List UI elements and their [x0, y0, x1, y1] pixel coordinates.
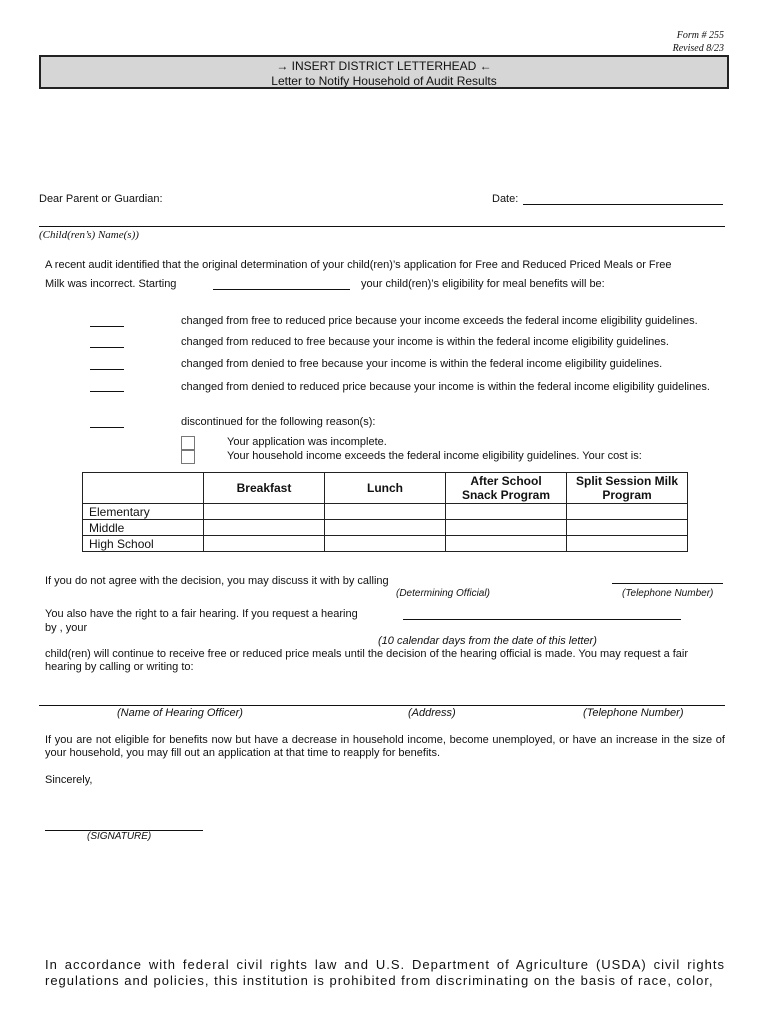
- salutation: Dear Parent or Guardian:: [39, 193, 163, 205]
- cost-table: [82, 472, 688, 552]
- disagree-text: If you do not agree with the decision, you may discuss it with by calling: [45, 575, 389, 587]
- table-row: [83, 520, 688, 536]
- reason-checkbox[interactable]: [181, 450, 195, 464]
- option-blank[interactable]: [90, 359, 124, 370]
- table-header-cell: Split Session Milk Program: [567, 473, 688, 504]
- address-label: (Address): [408, 707, 456, 719]
- hearing-officer-label: (Name of Hearing Officer): [117, 707, 243, 719]
- option-blank[interactable]: [90, 381, 124, 392]
- telephone-label-1: (Telephone Number): [622, 588, 714, 599]
- cost-cell[interactable]: [446, 520, 567, 536]
- date-label: Date:: [492, 193, 519, 205]
- signature-line[interactable]: [45, 819, 203, 831]
- telephone-label-2: (Telephone Number): [583, 707, 684, 719]
- cost-cell[interactable]: [446, 536, 567, 552]
- option-row: [90, 416, 730, 428]
- row-label: Middle: [83, 520, 204, 536]
- ten-days-label: (10 calendar days from the date of this letter): [378, 635, 597, 647]
- cost-cell[interactable]: [325, 520, 446, 536]
- table-header-cell: After School Snack Program: [446, 473, 567, 504]
- signature-label: (SIGNATURE): [87, 831, 152, 842]
- cost-cell[interactable]: [567, 504, 688, 520]
- start-date-field[interactable]: [213, 278, 350, 290]
- form-number: Form # 255: [676, 30, 724, 41]
- option-row: [90, 336, 730, 348]
- cost-table-header: [83, 473, 688, 504]
- option-blank[interactable]: [90, 417, 124, 428]
- option-row: [90, 315, 730, 327]
- form-number-block: [673, 29, 724, 55]
- option-blank[interactable]: [90, 337, 124, 348]
- reason-checkbox[interactable]: [181, 436, 195, 450]
- children-names-field[interactable]: [39, 215, 725, 227]
- intro-line-2b: your child(ren)’s eligibility for meal benefits will be:: [361, 278, 605, 290]
- intro-line-1: A recent audit identified that the original determination of your child(ren)’s application for Free and Reduced Priced Meals or Free: [45, 259, 672, 271]
- cost-cell[interactable]: [325, 536, 446, 552]
- option-row: [90, 358, 730, 370]
- date-field[interactable]: [523, 193, 723, 205]
- row-label: High School: [83, 536, 204, 552]
- option-text: changed from reduced to free because your income is within the federal income eligibility guidelines.: [181, 336, 669, 348]
- table-header-cell: [83, 473, 204, 504]
- closing: Sincerely,: [45, 774, 93, 786]
- revised-date: Revised 8/23: [672, 43, 724, 54]
- option-text: discontinued for the following reason(s):: [181, 416, 376, 428]
- hearing-text-c: child(ren) will continue to receive free or reduced price meals until the decision of the hearing official is made. You may request a fair hearing by calling or writing to:: [45, 648, 689, 673]
- not-eligible-text: If you are not eligible for benefits now but have a decrease in household income, become unemployed, or have an increase in the size of your household, you may fill out an application at that time to reapply for benefits.: [45, 734, 725, 759]
- reason-text: Your application was incomplete.: [227, 436, 387, 448]
- hearing-date-field[interactable]: [403, 608, 681, 620]
- cost-cell[interactable]: [446, 504, 567, 520]
- option-text: changed from denied to reduced price because your income is within the federal income eligibility guidelines.: [181, 381, 710, 393]
- table-row: [83, 536, 688, 552]
- cost-cell[interactable]: [567, 536, 688, 552]
- table-header-cell: Breakfast: [204, 473, 325, 504]
- table-row: [83, 504, 688, 520]
- option-row: [90, 380, 730, 392]
- telephone-field-1[interactable]: [612, 573, 723, 584]
- letterhead-banner: [39, 55, 729, 89]
- cost-cell[interactable]: [567, 520, 688, 536]
- cost-cell[interactable]: [204, 504, 325, 520]
- cost-cell[interactable]: [325, 504, 446, 520]
- cost-cell[interactable]: [204, 536, 325, 552]
- determining-official-label: (Determining Official): [396, 588, 490, 599]
- hearing-officer-field[interactable]: [39, 694, 725, 706]
- hearing-text-b: by , your: [45, 622, 88, 634]
- reason-row: [181, 450, 642, 467]
- hearing-text-a: You also have the right to a fair hearing. If you request a hearing: [45, 608, 358, 620]
- letterhead-placeholder: → INSERT DISTRICT LETTERHEAD ←: [276, 59, 492, 73]
- children-names-label: (Child(ren’s) Name(s)): [39, 229, 139, 241]
- cost-cell[interactable]: [204, 520, 325, 536]
- table-header-cell: Lunch: [325, 473, 446, 504]
- letter-title: Letter to Notify Household of Audit Results: [271, 74, 497, 88]
- civil-rights-statement: In accordance with federal civil rights law and U.S. Department of Agriculture (USDA) civil rights regulations and policies, this institution is prohibited from discriminating on the basis of race, color,: [45, 957, 725, 988]
- option-text: changed from free to reduced price because your income exceeds the federal income eligibility guidelines.: [181, 315, 698, 327]
- reason-text: Your household income exceeds the federal income eligibility guidelines. Your cost is:: [227, 450, 642, 462]
- row-label: Elementary: [83, 504, 204, 520]
- option-blank[interactable]: [90, 316, 124, 327]
- option-text: changed from denied to free because your income is within the federal income eligibility guidelines.: [181, 358, 663, 370]
- intro-line-2a: Milk was incorrect. Starting: [45, 278, 177, 290]
